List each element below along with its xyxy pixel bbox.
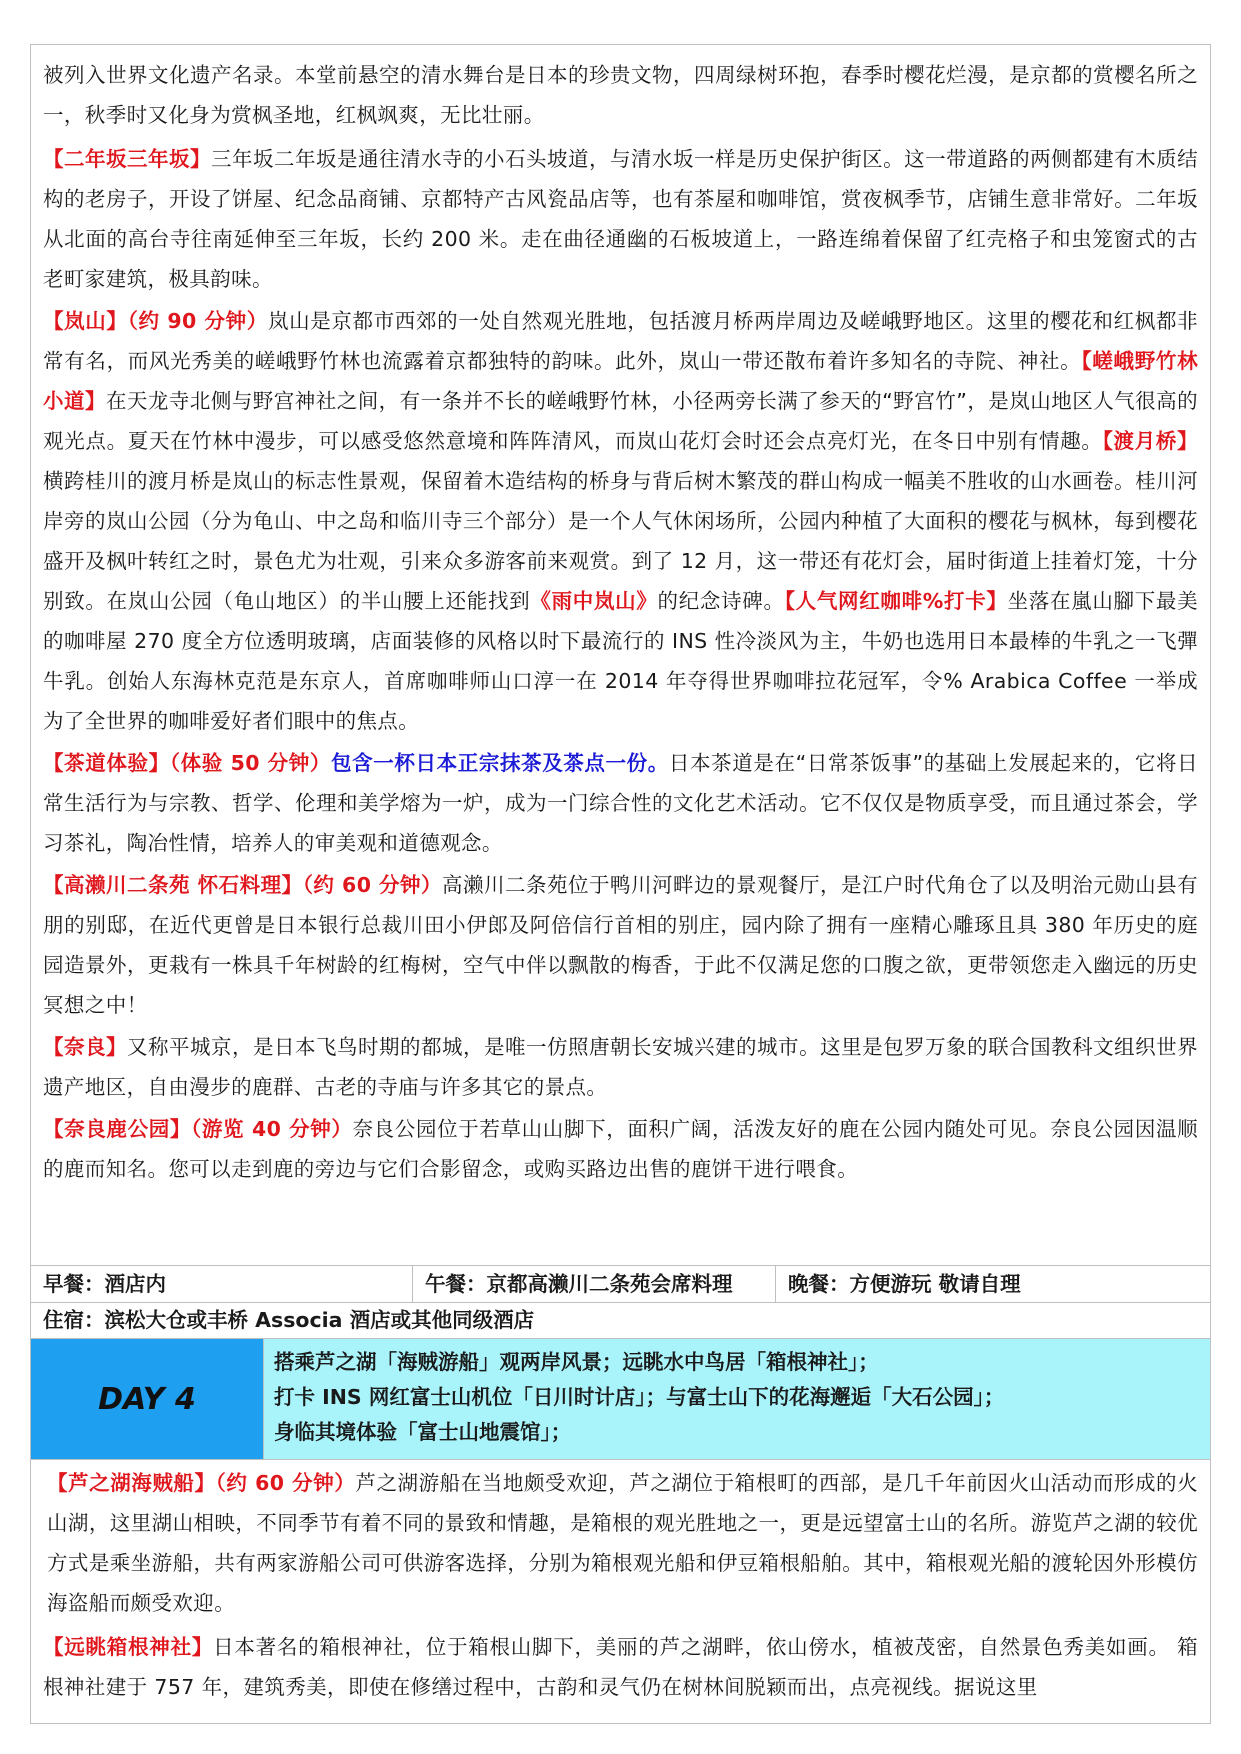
itinerary-text-upper [31, 55, 1210, 1189]
day-label: DAY 4 [31, 1339, 264, 1459]
itinerary-frame [30, 44, 1211, 1724]
paragraph-ninenzaka [31, 139, 1210, 299]
itinerary-text-lower [31, 1463, 1210, 1707]
paragraph-nara [31, 1027, 1210, 1107]
nara-heading: 【奈良】 [43, 1035, 128, 1059]
day-header [31, 1338, 1210, 1460]
coffee-heading: 【人气网红咖啡%打卡】 [784, 589, 1008, 613]
ninenzaka-heading: 【二年坂三年坂】 [43, 147, 212, 171]
ninenzaka-text: 三年坂二年坂是通往清水寺的小石头坡道，与清水坂一样是历史保护街区。这一带道路的两侧都建有木质结构的老房子，开设了饼屋、纪念品商铺、京都特产古风瓷品店等，也有茶屋和咖啡馆，赏夜枫季节，店铺生意非常好。二年坂从北面的高台寺往南延伸至三年坂，长约 200 米。走在曲径通幽的石板坡道上，一路连绵着保留了红壳格子和虫笼窗式的古老町家建筑，极具韵味。 [43, 147, 1198, 291]
arashiyama-text-b: 在天龙寺北侧与野宫神社之间，有一条并不长的嵯峨野竹林，小径两旁长满了参天的“野宫竹”，是岚山地区人气很高的观光点。夏天在竹林中漫步，可以感受悠然意境和阵阵清风，而岚山花灯会时还会点亮灯光，在冬日中别有情趣。 [43, 389, 1199, 453]
deer-park-heading: 【奈良鹿公园】（游览 40 分钟） [43, 1117, 353, 1141]
meals-row [31, 1265, 1210, 1303]
nara-text: 又称平城京，是日本飞鸟时期的都城，是唯一仿照唐朝长安城兴建的城市。这里是包罗万象的联合国教科文组织世界遗产地区，自由漫步的鹿群、古老的寺庙与许多其它的景点。 [43, 1035, 1198, 1099]
arashiyama-text-c: 横跨桂川的渡月桥是岚山的标志性景观，保留着木造结构的桥身与背后树木繁茂的群山构成一幅美不胜收的山水画卷。桂川河岸旁的岚山公园（分为龟山、中之岛和临川寺三个部分）是一个人气休闲场所，公园内种植了大面积的樱花与枫林，每到樱花盛开及枫叶转红之时，景色尤为壮观，引来众多游客前来观赏。到了 12 月，这一带还有花灯会，届时街道上挂着灯笼，十分别致。在岚山公园（龟山地区）的半山腰上还能找到 [43, 469, 1198, 613]
day-summary [264, 1339, 1210, 1459]
day-summary-line: 身临其境体验「富士山地震馆」； [274, 1420, 572, 1444]
hakone-shrine-text: 日本著名的箱根神社，位于箱根山脚下，美丽的芦之湖畔，依山傍水，植被茂密，自然景色秀美如画。 箱根神社建于 757 年，建筑秀美，即使在修缮过程中，古韵和灵气仍在树林间脱颖而出，点亮视线。据说这里 [43, 1635, 1198, 1699]
arashiyama-heading: 【岚山】（约 90 分钟） [43, 309, 268, 333]
nijoen-heading: 【高濑川二条苑 怀石料理】（约 60 分钟） [43, 873, 443, 897]
tea-heading: 【茶道体验】（体验 50 分钟） [43, 751, 332, 775]
arashiyama-text-d: 的纪念诗碑。 [657, 589, 785, 613]
dinner-cell: 晚餐：方便游玩 敬请自理 [788, 1272, 1021, 1296]
hakone-shrine-heading: 【远眺箱根神社】 [43, 1635, 214, 1659]
tea-text: 日本茶道是在“日常茶饭事”的基础上发展起来的，它将日常生活行为与宗教、哲学、伦理和美学熔为一炉，成为一门综合性的文化艺术活动。它不仅仅是物质享受，而且通过茶会，学习茶礼，陶冶性情，培养人的审美观和道德观念。 [43, 751, 1199, 855]
day-summary-line: 搭乘芦之湖「海贼游船」观两岸风景；远眺水中鸟居「箱根神社」； [274, 1350, 879, 1374]
hotel-row: 住宿：滨松大仓或丰桥 Associa 酒店或其他同级酒店 [43, 1308, 535, 1332]
deer-park-text: 奈良公园位于若草山山脚下，面积广阔，活泼友好的鹿在公园内随处可见。奈良公园因温顺的鹿而知名。您可以走到鹿的旁边与它们合影留念，或购买路边出售的鹿饼干进行喂食。 [43, 1117, 1199, 1181]
nijoen-text: 高濑川二条苑位于鸭川河畔边的景观餐厅，是江户时代角仓了以及明治元勋山县有朋的别邸，在近代更曾是日本银行总裁川田小伊郎及阿倍信行首相的别庄，园内除了拥有一座精心雕琢且具 380 年历史的庭园造景外，更栽有一株具千年树龄的红梅树，空气中伴以飘散的梅香，于此不仅满足您的口腹之欲，更带领您走入幽远的历史冥想之中！ [43, 873, 1198, 1017]
poem-title: 《雨中岚山》 [530, 589, 658, 613]
lunch-cell: 午餐：京都高濑川二条苑会席料理 [413, 1266, 776, 1302]
paragraph-pirate-ship [31, 1463, 1210, 1623]
bamboo-heading: 【嵯峨野竹林小道】 [43, 349, 1198, 413]
pirate-ship-heading: 【芦之湖海贼船】（约 60 分钟） [47, 1471, 356, 1495]
paragraph-arashiyama [31, 301, 1210, 741]
paragraph-hakone-shrine [31, 1627, 1210, 1707]
paragraph-kiyomizu [31, 55, 1210, 135]
breakfast-cell: 早餐：酒店内 [31, 1266, 413, 1302]
tea-included: 包含一杯日本正宗抹茶及茶点一份。 [331, 751, 669, 775]
kiyomizu-text: 被列入世界文化遗产名录。本堂前悬空的清水舞台是日本的珍贵文物，四周绿树环抱，春季时樱花烂漫，是京都的赏樱名所之一，秋季时又化身为赏枫圣地，红枫飒爽，无比壮丽。 [43, 63, 1198, 127]
togetsukyo-heading: 【渡月桥】 [1102, 429, 1199, 453]
paragraph-tea-ceremony [31, 743, 1210, 863]
day-summary-line: 打卡 INS 网红富士山机位「日川时计店」；与富士山下的花海邂逅「大石公园」； [274, 1385, 1005, 1409]
paragraph-deer-park [31, 1109, 1210, 1189]
arashiyama-text-a: 岚山是京都市西郊的一处自然观光胜地，包括渡月桥两岸周边及嵯峨野地区。这里的樱花和红枫都非常有名，而风光秀美的嵯峨野竹林也流露着京都独特的韵味。此外，岚山一带还散布着许多知名的寺院、神社。 [43, 309, 1198, 373]
paragraph-nijoen [31, 865, 1210, 1025]
pirate-ship-text: 芦之湖游船在当地颇受欢迎，芦之湖位于箱根町的西部，是几千年前因火山活动而形成的火山湖，这里湖山相映，不同季节有着不同的景致和情趣，是箱根的观光胜地之一，更是远望富士山的名所。游览芦之湖的较优方式是乘坐游船，共有两家游船公司可供游客选择，分别为箱根观光船和伊豆箱根船舶。其中，箱根观光船的渡轮因外形模仿海盗船而颇受欢迎。 [47, 1471, 1198, 1615]
arashiyama-text-e: 坐落在嵐山腳下最美的咖啡屋 270 度全方位透明玻璃，店面装修的风格以时下最流行的 INS 性冷淡风为主，牛奶也选用日本最棒的牛乳之一飞彈牛乳。创始人东海林克范是东京人，首席咖啡师山口淳一在 2014 年夺得世界咖啡拉花冠军，令% Arabica Coffee 一举成为了全世界的咖啡爱好者们眼中的焦点。 [43, 589, 1198, 733]
